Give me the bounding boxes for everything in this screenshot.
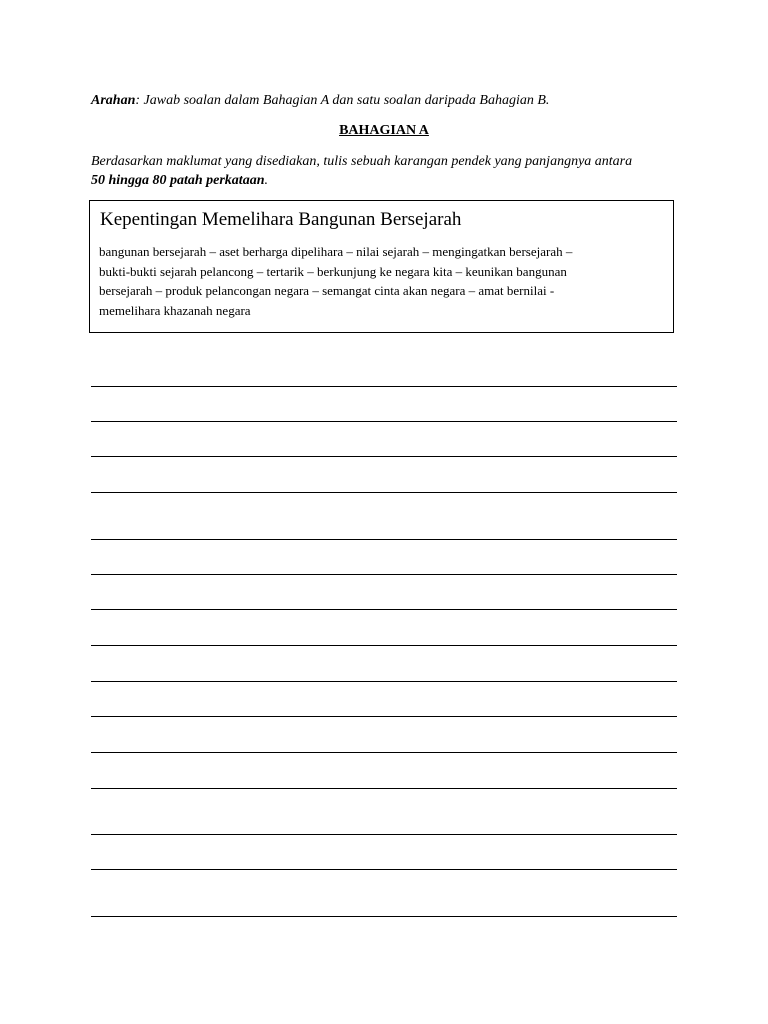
- answer-line: [91, 492, 677, 493]
- topic-points-line-1: bangunan bersejarah – aset berharga dipelihara – nilai sejarah – mengingatkan bersejarah –: [99, 244, 573, 259]
- answer-line: [91, 752, 677, 753]
- word-count-requirement: 50 hingga 80 patah perkataan: [91, 173, 265, 188]
- answer-writing-area: [91, 0, 677, 1024]
- answer-line: [91, 609, 677, 610]
- answer-line: [91, 386, 677, 387]
- answer-line: [91, 681, 677, 682]
- prompt-line-1: Berdasarkan maklumat yang disediakan, tulis sebuah karangan pendek yang panjangnya antara: [91, 154, 633, 169]
- answer-line: [91, 869, 677, 870]
- answer-line: [91, 916, 677, 917]
- answer-line: [91, 834, 677, 835]
- answer-line: [91, 788, 677, 789]
- topic-points-line-3: bersejarah – produk pelancongan negara – semangat cinta akan negara – amat bernilai -: [99, 283, 555, 298]
- answer-line: [91, 574, 677, 575]
- topic-points-line-2: bukti-bukti sejarah pelancong – tertarik – berkunjung ke negara kita – keunikan bangunan: [99, 263, 567, 279]
- answer-line: [91, 539, 677, 540]
- topic-title: Kepentingan Memelihara Bangunan Bersejarah: [100, 209, 462, 230]
- answer-line: [91, 421, 677, 422]
- section-heading: BAHAGIAN A: [339, 123, 429, 138]
- instruction-body: : Jawab soalan dalam Bahagian A dan satu soalan daripada Bahagian B.: [135, 93, 550, 108]
- topic-points-line-4: memelihara khazanah negara: [99, 302, 251, 318]
- prompt-line-2-end: .: [264, 173, 268, 188]
- answer-line: [91, 645, 677, 646]
- answer-line: [91, 456, 677, 457]
- instruction-lead: Arahan: [91, 93, 136, 108]
- answer-line: [91, 716, 677, 717]
